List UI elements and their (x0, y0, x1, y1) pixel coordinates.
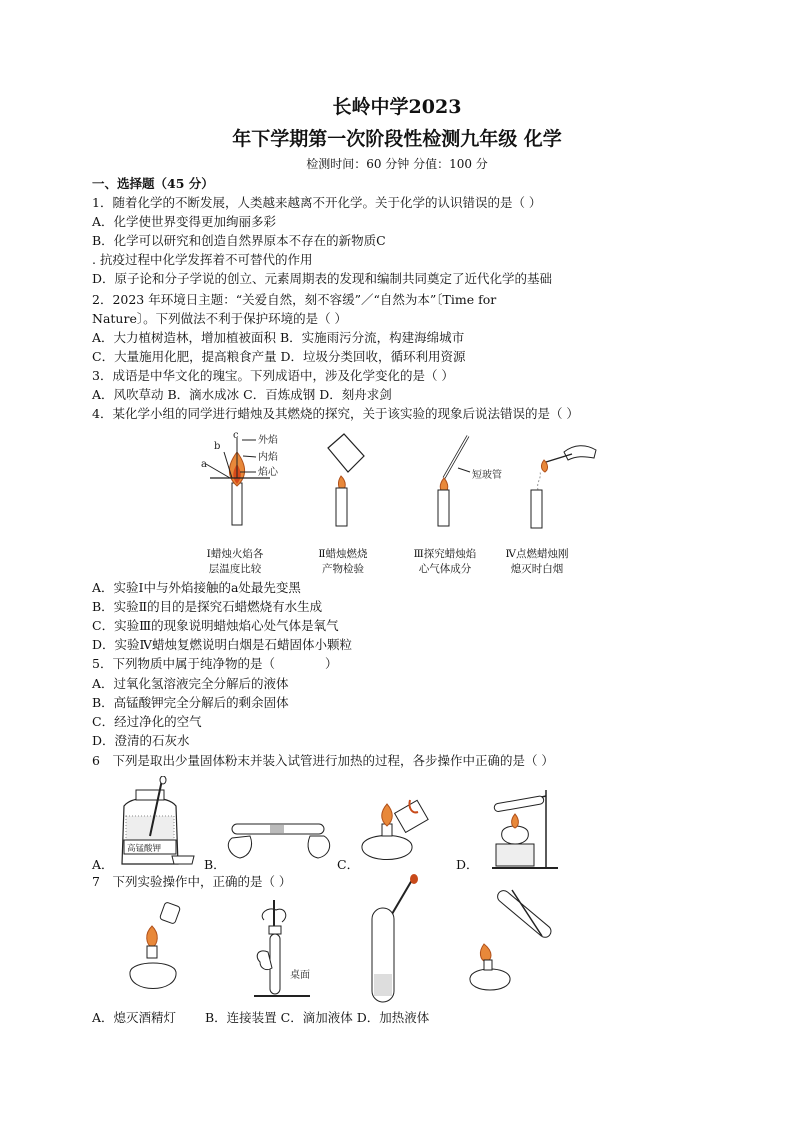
q1-option-d: D．原子论和分子学说的创立、元素周期表的发现和编制共同奠定了近代化学的基础 (92, 271, 553, 286)
q4-stem: 4．某化学小组的同学进行蜡烛及其燃烧的探究，关于该实验的现象后说法错误的是（ ） (92, 406, 579, 421)
label-a: a (201, 459, 207, 470)
q6-label-c: C． (337, 857, 360, 872)
figure-caption-1: Ⅰ蜡烛火焰各 层温度比较 (206, 548, 264, 575)
reagent-bottle-figure (110, 776, 200, 871)
q6-label-a: A． (92, 857, 114, 872)
figure-caption-2: Ⅱ蜡烛燃烧 产物检验 (318, 548, 368, 575)
label-inner-flame: 内焰 (258, 452, 278, 463)
q4-option-a: A．实验Ⅰ中与外焰接触的a处最先变黑 (92, 580, 301, 595)
section-heading: 一、选择题（45 分） (92, 176, 214, 191)
heat-liquid-figure (462, 886, 562, 996)
test-tube-hands-figure (224, 808, 334, 868)
label-flame-core: 焰心 (258, 467, 278, 478)
label-glass-tube: 短玻管 (472, 470, 502, 481)
q5-option-c: C．经过净化的空气 (92, 714, 202, 729)
label-c: c (233, 430, 239, 441)
exam-title: 年下学期第一次阶段性检测九年级 化学 (232, 128, 562, 150)
desk-label: 桌面 (290, 970, 310, 981)
q4-option-b: B．实验Ⅱ的目的是探究石蜡燃烧有水生成 (92, 599, 323, 614)
alcohol-lamp-light-figure (350, 786, 440, 871)
q6-label-d: D． (456, 857, 479, 872)
q5-stem: 5．下列物质中属于纯净物的是（ ） (92, 656, 338, 671)
candle-relight-figure (518, 432, 603, 532)
exam-info: 检测时间：60 分钟 分值：100 分 (306, 157, 488, 171)
q1-option-c: . 抗疫过程中化学发挥着不可替代的作用 (92, 252, 313, 267)
figure-caption-3: Ⅲ探究蜡烛焰 心气体成分 (413, 548, 477, 575)
drop-liquid-figure (362, 874, 422, 1006)
q5-option-a: A．过氧化氢溶液完全分解后的液体 (92, 676, 289, 691)
q3-stem: 3．成语是中华文化的瑰宝。下列成语中，涉及化学变化的是（ ） (92, 368, 454, 383)
q6-label-b: B． (204, 857, 226, 872)
q2-stem-line1: 2．2023 年环境日主题：“关爱自然，刻不容缓”／“自然为本”〔Time for (92, 292, 497, 307)
extinguish-lamp-figure (122, 900, 192, 998)
label-outer-flame: 外焰 (258, 435, 278, 446)
candle-flame-layers-figure (192, 428, 292, 530)
q2-options-cd: C．大量施用化肥，提高粮食产量 D．垃圾分类回收，循环利用资源 (92, 349, 466, 364)
label-b: b (214, 441, 221, 452)
q2-stem-line2: Nature〕。下列做法不利于保护环境的是（ ） (92, 311, 348, 326)
q6-stem: 6 下列是取出少量固体粉末并装入试管进行加热的过程，各步操作中正确的是（ ） (92, 753, 554, 768)
candle-beaker-figure (318, 430, 368, 530)
q4-option-d: D．实验Ⅳ蜡烛复燃说明白烟是石蜡固体小颗粒 (92, 637, 353, 652)
q3-options: A．风吹草动 B．滴水成冰 C．百炼成钢 D．刻舟求剑 (92, 387, 392, 402)
q1-stem: 1．随着化学的不断发展，人类越来越离不开化学。关于化学的认识错误的是（ ） (92, 195, 542, 210)
iron-stand-heating-figure (482, 782, 567, 872)
q1-option-a: A．化学使世界变得更加绚丽多彩 (92, 214, 277, 229)
q7-stem: 7 下列实验操作中，正确的是（ ） (92, 874, 292, 889)
q5-option-d: D．澄清的石灰水 (92, 733, 190, 748)
figure-caption-4: Ⅳ点燃蜡烛刚 熄灭时白烟 (505, 548, 569, 575)
school-title: 长岭中学2023 (332, 96, 462, 118)
q4-option-c: C．实验Ⅲ的现象说明蜡烛焰心处气体是氧气 (92, 618, 339, 633)
connect-apparatus-figure (250, 896, 320, 1004)
bottle-label: 高锰酸钾 (127, 844, 162, 854)
q5-option-b: B．高锰酸钾完全分解后的剩余固体 (92, 695, 289, 710)
candle-glass-tube-figure (424, 430, 519, 530)
q1-option-b: B．化学可以研究和创造自然界原本不存在的新物质C (92, 233, 386, 248)
q2-options-ab: A．大力植树造林，增加植被面积 B．实施雨污分流，构建海绵城市 (92, 330, 465, 345)
q7-options: A．熄灭酒精灯 B．连接装置 C．滴加液体 D．加热液体 (92, 1010, 430, 1025)
